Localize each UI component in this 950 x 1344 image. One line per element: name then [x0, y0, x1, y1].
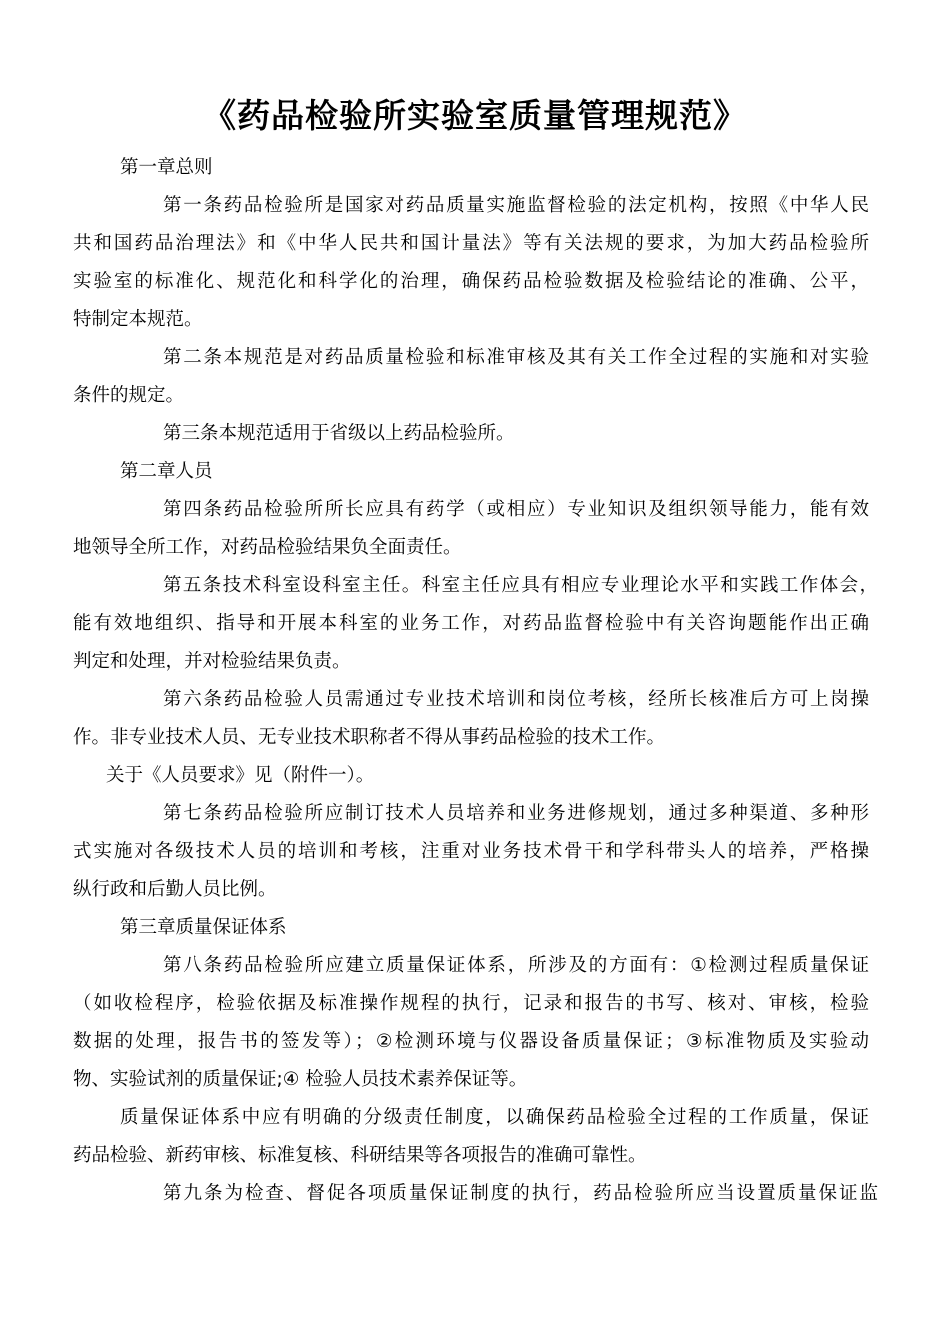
text-line: 地领导全所工作，对药品检验结果负全面责任。	[73, 537, 462, 558]
text-line: 关于《人员要求》见（附件一）。	[106, 765, 375, 786]
text-line: 第四条药品检验所所长应具有药学（或相应）专业知识及组织领导能力，能有效	[163, 499, 869, 520]
text-line: 数据的处理，报告书的签发等）；②检测环境与仪器设备质量保证；③标准物质及实验动	[73, 1031, 869, 1052]
text-line: 纵行政和后勤人员比例。	[73, 879, 277, 900]
text-line: 作。非专业技术人员、无专业技术职称者不得从事药品检验的技术工作。	[73, 727, 666, 748]
document-title: 《药品检验所实验室质量管理规范》	[203, 96, 747, 135]
text-line: 第九条为检查、督促各项质量保证制度的执行，药品检验所应当设置质量保证监	[163, 1183, 878, 1204]
text-line: （如收检程序，检验依据及标准操作规程的执行，记录和报告的书写、核对、审核，检验	[73, 993, 869, 1014]
text-line: 第一章总则	[120, 157, 213, 178]
text-line: 第一条药品检验所是国家对药品质量实施监督检验的法定机构，按照《中华人民	[163, 195, 869, 216]
text-line: 第五条技术科室设科室主任。科室主任应具有相应专业理论水平和实践工作体会，	[163, 575, 878, 596]
text-line: 第三条本规范适用于省级以上药品检验所。	[163, 423, 515, 444]
text-line: 第二章人员	[120, 461, 213, 482]
text-line: 第七条药品检验所应制订技术人员培养和业务进修规划，通过多种渠道、多种形	[163, 803, 869, 824]
text-line: 能有效地组织、指导和开展本科室的业务工作，对药品监督检验中有关咨询题能作出正确	[73, 613, 869, 634]
text-line: 特制定本规范。	[73, 309, 203, 330]
text-line: 药品检验、新药审核、标准复核、科研结果等各项报告的准确可靠性。	[73, 1145, 647, 1166]
text-line: 第三章质量保证体系	[120, 917, 287, 938]
text-line: 式实施对各级技术人员的培训和考核，注重对业务技术骨干和学科带头人的培养，严格操	[73, 841, 869, 862]
text-line: 判定和处理，并对检验结果负责。	[73, 651, 351, 672]
text-line: 共和国药品治理法》和《中华人民共和国计量法》等有关法规的要求，为加大药品检验所	[73, 233, 869, 254]
text-line: 第二条本规范是对药品质量检验和标准审核及其有关工作全过程的实施和对实验	[163, 347, 869, 368]
text-line: 第六条药品检验人员需通过专业技术培训和岗位考核，经所长核准后方可上岗操	[163, 689, 869, 710]
text-line: 物、实验试剂的质量保证;④ 检验人员技术素养保证等。	[73, 1069, 528, 1090]
text-line: 实验室的标准化、规范化和科学化的治理，确保药品检验数据及检验结论的准确、公平，	[73, 271, 869, 292]
text-line: 第八条药品检验所应建立质量保证体系，所涉及的方面有：①检测过程质量保证	[163, 955, 869, 976]
text-line: 质量保证体系中应有明确的分级责任制度，以确保药品检验全过程的工作质量，保证	[120, 1107, 869, 1128]
text-line: 条件的规定。	[73, 385, 185, 406]
